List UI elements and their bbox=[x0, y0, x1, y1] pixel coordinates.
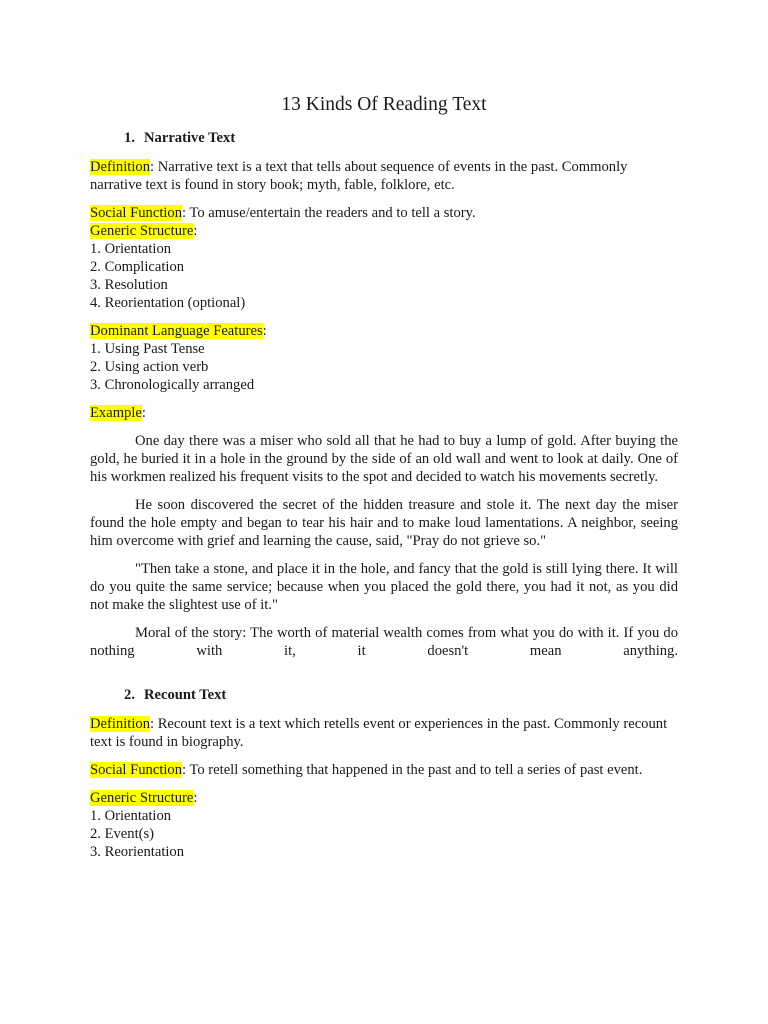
generic-structure-line bbox=[90, 789, 678, 807]
list-item: 2. Using action verb bbox=[90, 359, 209, 375]
list-item: 2. Complication bbox=[90, 259, 185, 275]
language-features-label: Dominant Language Features bbox=[90, 323, 263, 339]
language-features-block bbox=[90, 322, 678, 394]
definition-paragraph bbox=[90, 715, 678, 751]
structure-block bbox=[90, 789, 678, 861]
social-function-paragraph bbox=[90, 761, 678, 779]
section-title: Recount Text bbox=[144, 687, 227, 703]
list-item: 1. Using Past Tense bbox=[90, 341, 205, 357]
definition-text: : Narrative text is a text that tells about sequence of events in the past. Commonly narrative text is found in story book; myth, fable, folklore, etc. bbox=[90, 159, 628, 193]
language-features-line bbox=[90, 322, 678, 340]
list-item: 4. Reorientation (optional) bbox=[90, 295, 246, 311]
example-paragraph: One day there was a miser who sold all that he had to buy a lump of gold. After buying the gold, he buried it in a hole in the ground by the side of an old wall and went to look at daily. One of his workmen realized his frequent visits to the spot and decided to watch his movements secretly. bbox=[90, 433, 678, 485]
example-label: Example bbox=[90, 405, 142, 421]
generic-structure-colon: : bbox=[193, 223, 198, 239]
section-spacer bbox=[90, 670, 678, 686]
example-colon: : bbox=[141, 405, 146, 421]
generic-structure-label: Generic Structure bbox=[90, 223, 194, 239]
list-item: 1. Orientation bbox=[90, 808, 172, 824]
social-function-line bbox=[90, 204, 678, 222]
list-item: 3. Chronologically arranged bbox=[90, 377, 255, 393]
section-number: 2. bbox=[124, 687, 135, 703]
section-heading-recount bbox=[90, 686, 678, 704]
document-title: 13 Kinds Of Reading Text bbox=[281, 94, 487, 115]
list-item: 3. Resolution bbox=[90, 277, 168, 293]
definition-label: Definition bbox=[90, 159, 150, 175]
list-item: 1. Orientation bbox=[90, 241, 172, 257]
social-function-label: Social Function bbox=[90, 205, 183, 221]
example-paragraph: "Then take a stone, and place it in the hole, and fancy that the gold is still lying there. It will do you quite the same service; because when you placed the gold there, you had it not, as you did not make the slightest use of it." bbox=[90, 561, 678, 613]
section-title: Narrative Text bbox=[144, 130, 236, 146]
social-function-text: : To amuse/entertain the readers and to tell a story. bbox=[182, 205, 476, 221]
example-paragraph: He soon discovered the secret of the hidden treasure and stole it. The next day the miser found the hole empty and began to tear his hair and to make loud lamentations. A neighbor, seeing him overcome with grief and learning the cause, said, "Pray do not grieve so." bbox=[90, 497, 678, 549]
social-function-text: : To retell something that happened in the past and to tell a series of past event. bbox=[182, 762, 643, 778]
structure-block bbox=[90, 204, 678, 312]
section-heading-narrative bbox=[90, 129, 678, 147]
example-line bbox=[90, 404, 678, 422]
section-number: 1. bbox=[124, 130, 135, 146]
definition-label: Definition bbox=[90, 716, 150, 732]
list-item: 3. Reorientation bbox=[90, 844, 185, 860]
generic-structure-colon: : bbox=[193, 790, 198, 806]
generic-structure-line bbox=[90, 222, 678, 240]
language-features-colon: : bbox=[262, 323, 267, 339]
list-item: 2. Event(s) bbox=[90, 826, 155, 842]
social-function-label: Social Function bbox=[90, 762, 183, 778]
definition-text: : Recount text is a text which retells event or experiences in the past. Commonly recount text is found in biography. bbox=[90, 716, 668, 750]
generic-structure-label: Generic Structure bbox=[90, 790, 194, 806]
definition-paragraph bbox=[90, 158, 678, 194]
moral-paragraph: Moral of the story: The worth of material wealth comes from what you do with it. If you do nothing with it, it doesn't mean anything. bbox=[90, 625, 678, 659]
